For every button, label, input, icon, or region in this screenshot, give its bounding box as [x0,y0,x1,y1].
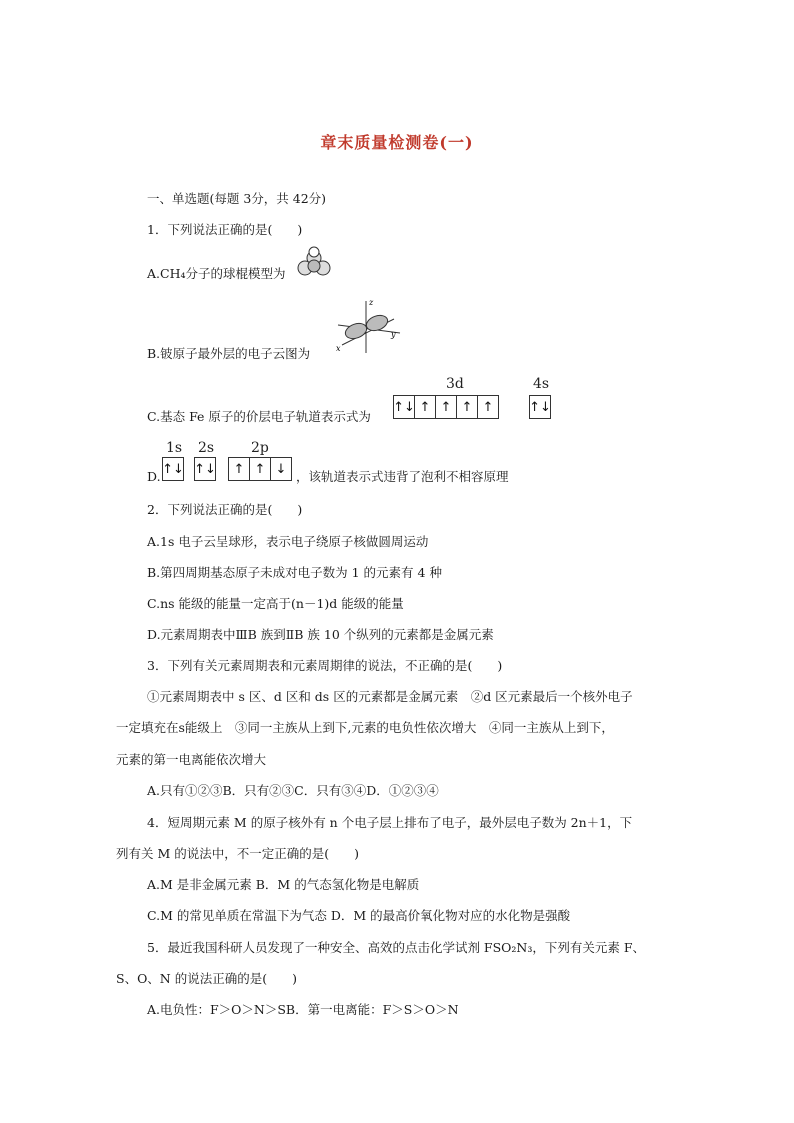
q4-stem: 4．短周期元素 M 的原子核外有 n 个电子层上排布了电子，最外层电子数为 2n＋1，下 [147,815,633,830]
q4-stem-continued: 列有关 M 的说法中，不一定正确的是( ) [116,846,360,861]
q2-option-d: D.元素周期表中ⅢB 族到ⅡB 族 10 个纵列的元素都是金属元素 [147,627,494,642]
q5-stem-continued: S、O、N 的说法正确的是( ) [116,971,297,986]
orbital-label-4s: 4s [533,376,550,392]
q2-option-a: A.1s 电子云呈球形，表示电子绕原子核做圆周运动 [147,534,429,549]
q3-statement-line: 元素的第一电离能依次增大 [116,752,267,767]
orbital-box-2p [228,457,292,481]
x-axis-label: x [336,344,341,353]
ch4-ball-stick-model-image [296,246,332,280]
q4-options-ab: A.M 是非金属元素 B．M 的气态氢化物是电解质 [147,877,420,892]
orbital-cell: ↑↓ [394,396,415,418]
page-title: 章末质量检测卷(一) [320,133,474,152]
orbital-label-2s: 2s [198,440,215,456]
q1-stem: 1．下列说法正确的是( ) [147,222,303,237]
q1-option-c: C.基态 Fe 原子的价层电子轨道表示式为 [147,409,371,424]
orbital-label-1s: 1s [166,440,183,456]
orbital-label-2p: 2p [251,440,269,456]
section-heading: 一、单选题(每题 3分，共 42分) [147,191,327,206]
q2-option-c: C.ns 能级的能量一定高于(n－1)d 能级的能量 [147,596,404,611]
q4-options-cd: C.M 的常见单质在常温下为气态 D．M 的最高价氧化物对应的水化物是强酸 [147,908,571,923]
orbital-label-3d: 3d [446,376,464,392]
orbital-box-3d [393,395,499,419]
orbital-cell: ↑↓ [194,461,216,477]
q2-option-b: B.第四周期基态原子未成对电子数为 1 的元素有 4 种 [147,565,442,580]
orbital-cell: ↑↓ [529,399,551,415]
orbital-cell: ↑↓ [162,461,184,477]
orbital-cell: ↑ [250,458,271,480]
orbital-cell: ↑ [457,396,478,418]
electron-cloud-image [334,297,404,355]
q5-stem: 5．最近我国科研人员发现了一种安全、高效的点击化学试剂 FSO₂N₃，下列有关元素 F、 [147,940,646,955]
q5-option-a: A.电负性：F＞O＞N＞SB．第一电离能：F＞S＞O＞N [147,1002,459,1017]
orbital-cell: ↑ [415,396,436,418]
q3-options: A.只有①②③B．只有②③C．只有③④D．①②③④ [147,783,439,798]
orbital-cell: ↑ [229,458,250,480]
q1-option-d-text: ，该轨道表示式违背了泡利不相容原理 [296,469,509,484]
orbital-box-1s [162,457,184,481]
q3-stem: 3．下列有关元素周期表和元素周期律的说法，不正确的是( ) [147,658,503,673]
q3-statement-line: ①元素周期表中 s 区、d 区和 ds 区的元素都是金属元素 ②d 区元素最后一个核外电子 [147,689,633,704]
orbital-box-4s [529,395,551,419]
orbital-box-2s [194,457,216,481]
orbital-cell: ↑ [482,399,494,415]
y-axis-label: y [391,330,396,339]
z-axis-label: z [369,298,374,307]
orbital-cell: ↑ [436,396,457,418]
q1-option-a: A.CH₄分子的球棍模型为 [147,266,286,281]
orbital-cell: ↓ [275,461,287,477]
q3-statement-line: 一定填充在s能级上 ③同一主族从上到下,元素的电负性依次增大 ④同一主族从上到下， [116,720,614,735]
q1-option-b: B.铍原子最外层的电子云图为 [147,346,311,361]
q2-stem: 2．下列说法正确的是( ) [147,502,303,517]
q1-option-d-prefix: D. [147,469,161,484]
